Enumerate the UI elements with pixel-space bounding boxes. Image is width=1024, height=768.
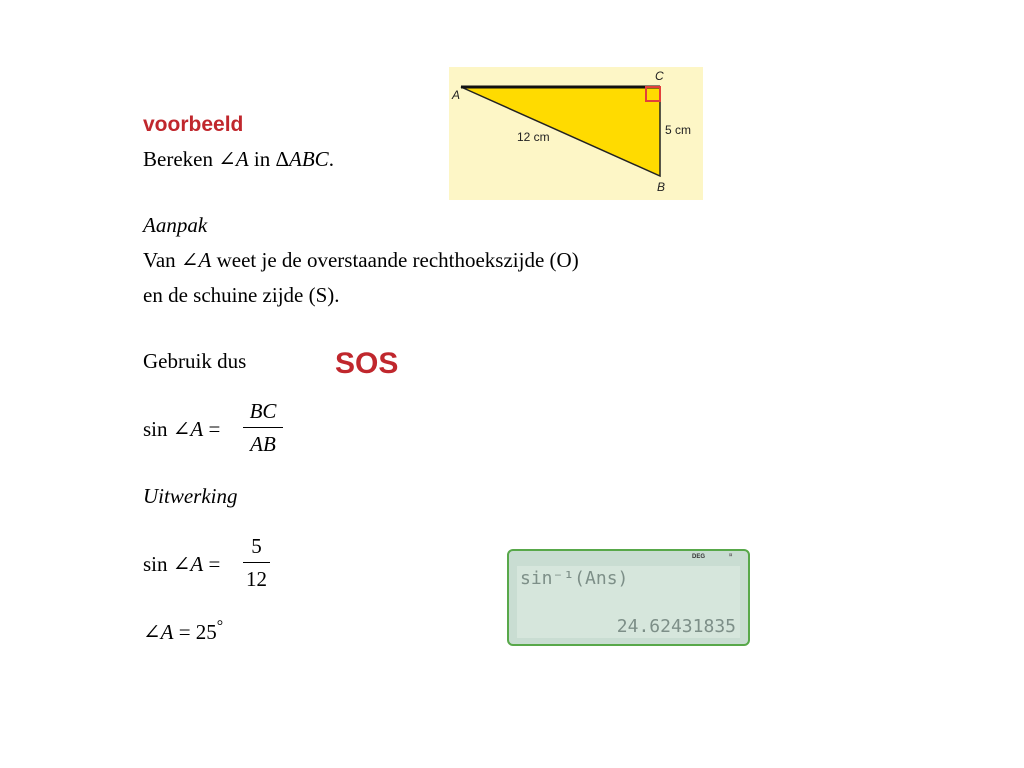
angle-variable: A (160, 620, 174, 644)
angle-symbol: ∠ (172, 552, 191, 576)
fraction-denominator: AB (250, 432, 276, 456)
triangle-symbol: Δ (275, 147, 290, 171)
calculator-screen (507, 549, 750, 646)
example-label: voorbeeld (143, 113, 244, 136)
approach-heading: Aanpak (143, 213, 208, 237)
formula-fraction (243, 401, 283, 455)
angle-variable: A (190, 417, 204, 441)
triangle-name: ABC (289, 147, 329, 171)
triangle-figure (449, 67, 703, 200)
result-line (143, 618, 224, 644)
vertex-a-label: A (452, 88, 461, 102)
calculator-result: 24.62431835 (616, 616, 736, 637)
result-value: = 25 (173, 620, 217, 644)
calculator-expression: sin⁻¹(Ans) (520, 568, 629, 589)
approach-rest: weet je de overstaande rechthoekszijde (O) (211, 248, 579, 272)
sin-function: sin (143, 552, 173, 576)
status-icon: ¤ (729, 553, 733, 559)
degree-symbol: ° (216, 618, 224, 635)
angle-symbol: ∠ (143, 620, 161, 644)
vertex-b-label: B (657, 180, 666, 194)
side-bc-label: 5 cm (665, 123, 692, 137)
task-mid: in (248, 147, 276, 171)
equals-sign: = (203, 552, 221, 576)
fraction-denominator: 12 (246, 567, 267, 591)
use-text: Gebruik dus (143, 349, 247, 373)
angle-variable: A (190, 552, 204, 576)
formula-lhs (143, 419, 220, 440)
fraction-bar (243, 562, 270, 563)
working-heading: Uitwerking (143, 484, 238, 508)
hypotenuse-label: 12 cm (517, 130, 550, 144)
deg-mode-indicator: DEG (692, 554, 706, 560)
approach-line-2: en de schuine zijde (S). (143, 283, 340, 307)
fraction-bar (243, 427, 283, 428)
angle-variable: A (235, 147, 249, 171)
vertex-c-label: C (655, 69, 664, 83)
calculator-display (517, 566, 740, 638)
fraction-numerator: BC (249, 399, 277, 423)
approach-line-1 (143, 250, 579, 271)
task-prefix: Bereken (143, 147, 219, 171)
fraction-numerator: 5 (251, 534, 262, 558)
approach-prefix: Van (143, 248, 181, 272)
computation-fraction (243, 536, 270, 590)
angle-symbol: ∠ (180, 248, 199, 272)
angle-symbol: ∠ (172, 417, 191, 441)
task-end: . (328, 147, 334, 171)
triangle-diagram (449, 67, 703, 200)
task-line (143, 149, 334, 170)
angle-variable: A (198, 248, 212, 272)
rule-sos: SOS (335, 347, 399, 380)
sin-function: sin (143, 417, 173, 441)
equals-sign: = (203, 417, 221, 441)
computation-lhs (143, 554, 220, 575)
angle-symbol: ∠ (218, 147, 236, 171)
